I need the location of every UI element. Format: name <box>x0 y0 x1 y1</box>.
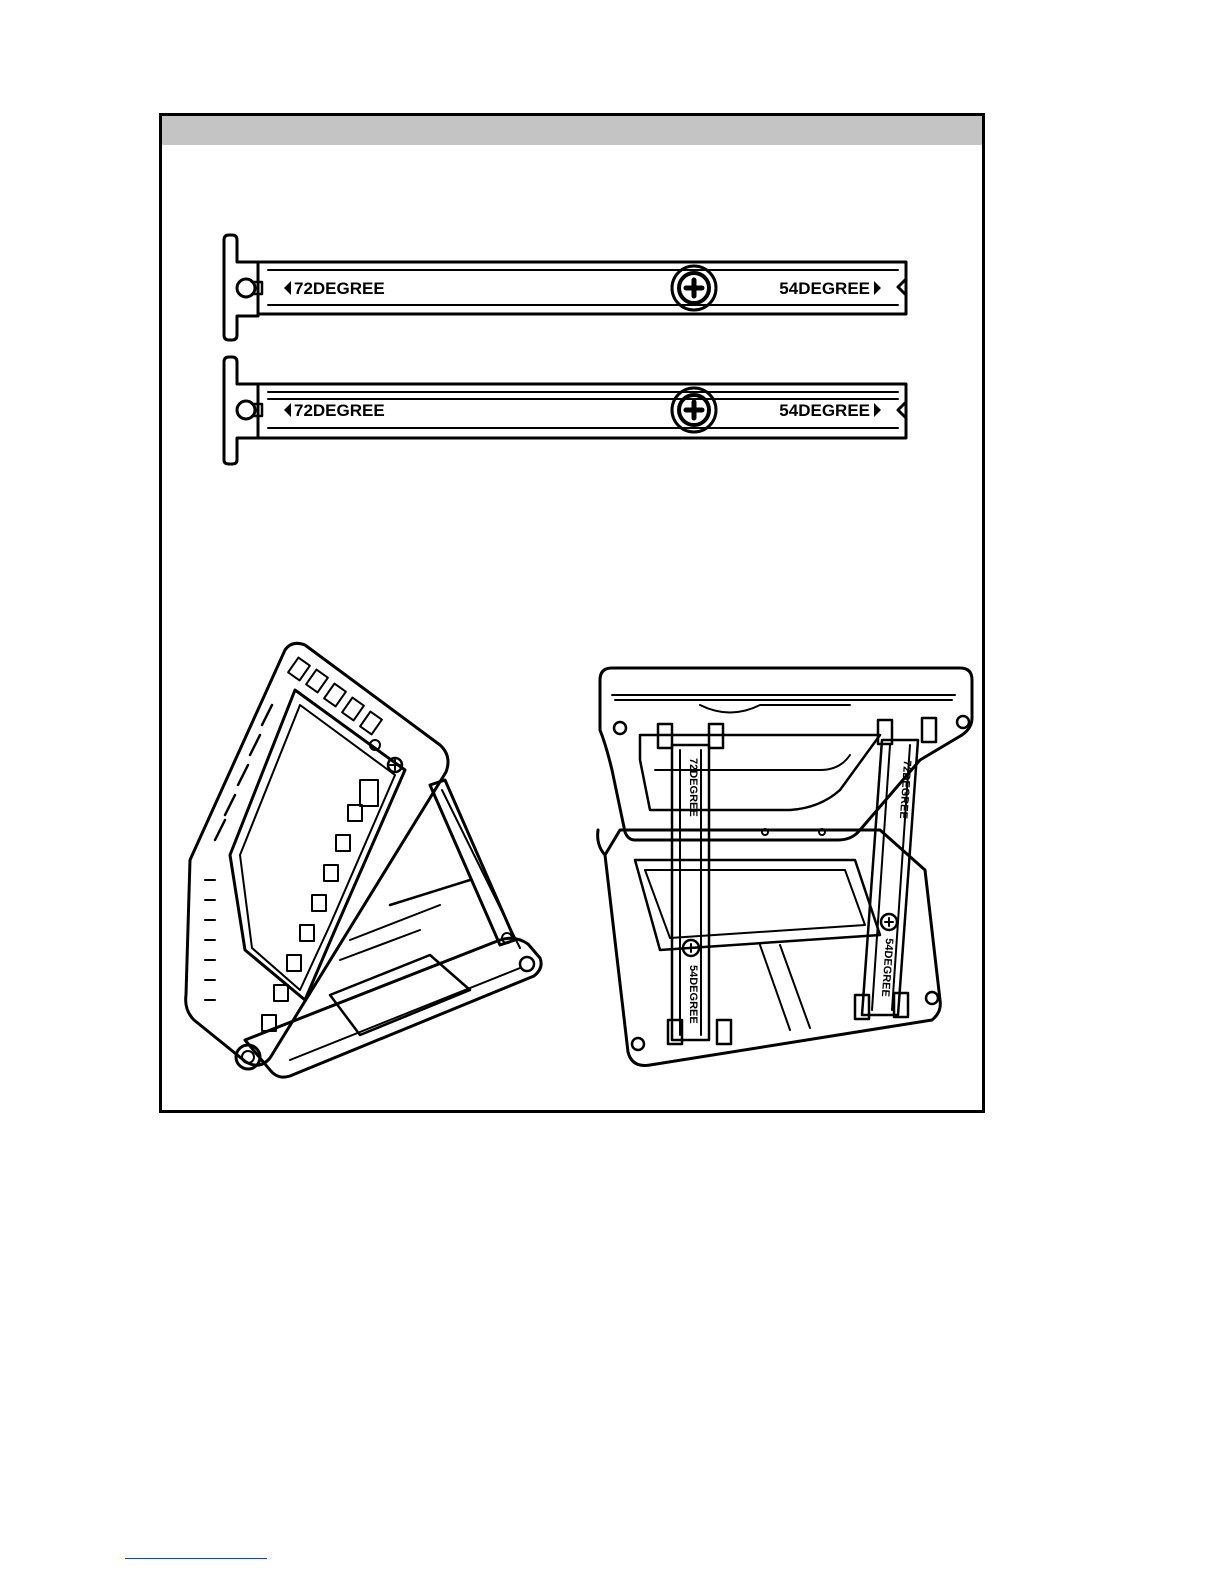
support-bar-2 <box>224 357 906 464</box>
leg-label-54-degree: 54DEGREE <box>878 937 895 998</box>
leg-label-54-degree: 54DEGREE <box>687 965 699 1024</box>
arrow-left-icon <box>284 403 291 417</box>
bar-label-54-degree: 54DEGREE <box>779 279 870 298</box>
leg-label-72-degree: 72DEGREE <box>896 759 913 820</box>
arrow-left-icon <box>284 281 291 295</box>
support-leg-2 <box>862 740 918 1015</box>
bar-label-72-degree: 72DEGREE <box>294 401 385 420</box>
footer-link-rule <box>125 1558 267 1559</box>
phillips-screw-icon <box>672 388 716 432</box>
phillips-screw-icon <box>672 266 716 310</box>
rear-leg <box>442 790 520 948</box>
support-bar-1 <box>224 235 906 340</box>
leg-label-72-degree: 72DEGREE <box>687 758 699 817</box>
bar-label-72-degree: 72DEGREE <box>294 279 385 298</box>
arrow-right-icon <box>874 403 881 417</box>
stand-front-view <box>186 643 541 1077</box>
rear-leg <box>430 780 515 945</box>
arrow-right-icon <box>874 281 881 295</box>
support-leg-1 <box>672 745 709 1040</box>
stand-base <box>245 938 541 1077</box>
bar-label-54-degree: 54DEGREE <box>779 401 870 420</box>
stand-back-view <box>598 668 972 1065</box>
